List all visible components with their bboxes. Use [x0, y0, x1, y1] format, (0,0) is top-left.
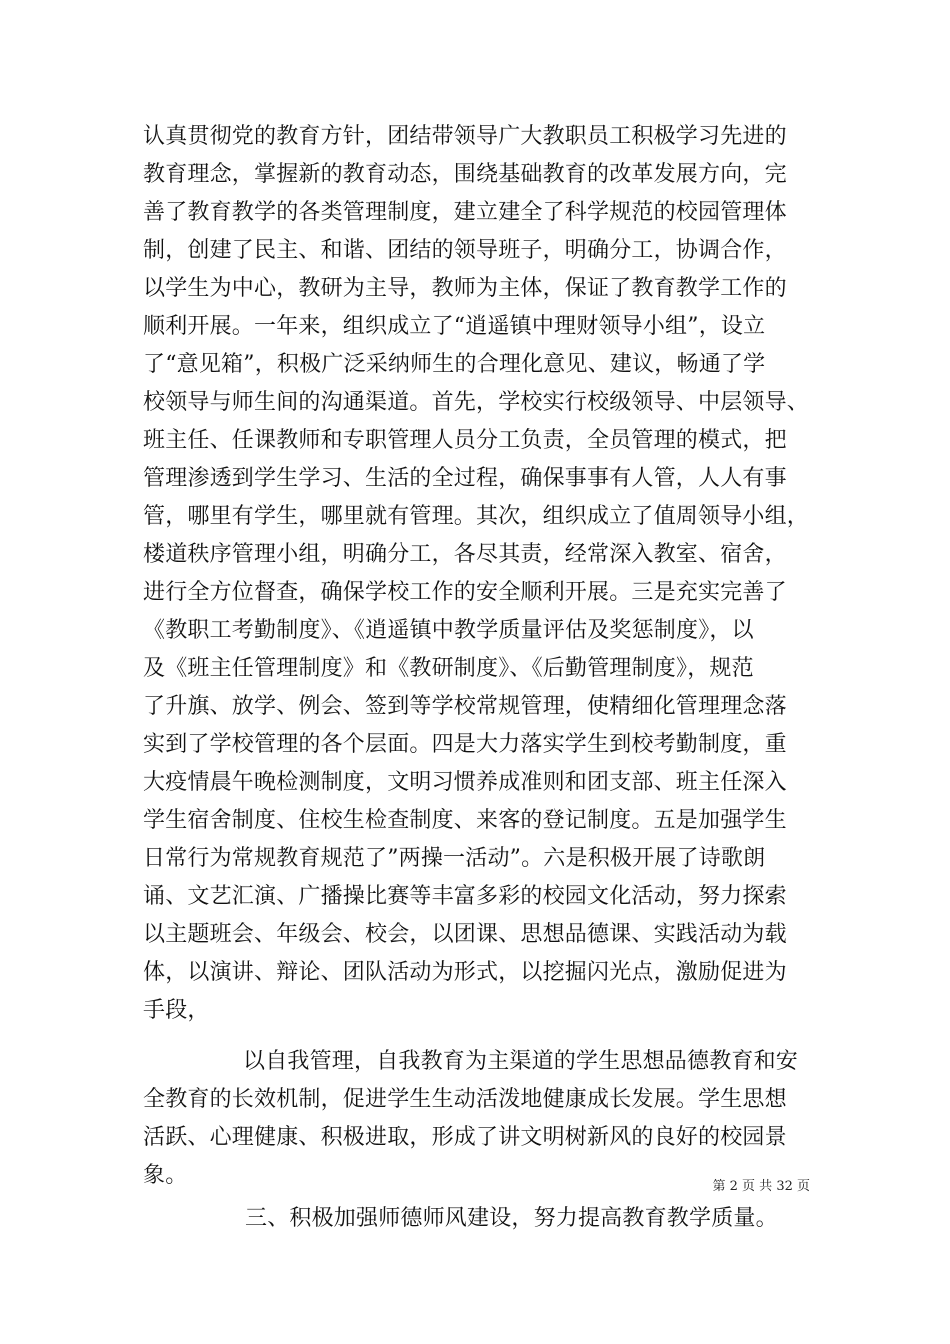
text-line: 认真贯彻党的教育方针，团结带领导广大教职员工积极学习先进的	[143, 124, 787, 149]
text-line: 实到了学校管理的各个层面。四是大力落实学生到校考勤制度，重	[143, 732, 787, 757]
text-line: 以主题班会、年级会、校会，以团课、思想品德课、实践活动为载	[143, 922, 787, 947]
text-line: 诵、文艺汇演、广播操比赛等丰富多彩的校园文化活动，努力探索	[143, 884, 787, 909]
text-line: 教育理念，掌握新的教育动态，围绕基础教育的改革发展方向，完	[143, 162, 787, 187]
text-line: 楼道秩序管理小组，明确分工，各尽其责，经常深入教室、宿舍，	[143, 542, 787, 567]
text-line: 《教职工考勤制度》、《逍遥镇中教学质量评估及奖惩制度》，以	[143, 618, 754, 643]
text-line: 日常行为常规教育规范了”两操一活动”。六是积极开展了诗歌朗	[143, 846, 766, 871]
text-line: 全教育的长效机制，促进学生生动活泼地健康成长发展。学生思想	[143, 1087, 787, 1112]
text-line: 了“意见箱”，积极广泛采纳师生的合理化意见、建议，畅通了学	[143, 352, 766, 377]
text-line: 象。	[143, 1163, 188, 1188]
text-line: 体，以演讲、辩论、团队活动为形式，以挖掘闪光点，激励促进为	[143, 960, 787, 985]
text-line: 进行全方位督查，确保学校工作的安全顺利开展。三是充实完善了	[143, 580, 787, 605]
section-heading: 三、积极加强师德师风建设，努力提高教育教学质量。	[245, 1206, 778, 1231]
text-line: 管，哪里有学生，哪里就有管理。其次，组织成立了值周领导小组，	[143, 504, 810, 529]
text-line: 管理渗透到学生学习、生活的全过程，确保事事有人管，人人有事	[143, 466, 787, 491]
text-line: 活跃、心理健康、积极进取，形成了讲文明树新风的良好的校园景	[143, 1125, 787, 1150]
text-line: 大疫情晨午晚检测制度，文明习惯养成准则和团支部、班主任深入	[143, 770, 787, 795]
text-line: 校领导与师生间的沟通渠道。首先，学校实行校级领导、中层领导、	[143, 390, 810, 415]
text-line: 学生宿舍制度、住校生检查制度、来客的登记制度。五是加强学生	[143, 808, 787, 833]
paragraph-first-line: 以自我管理，自我教育为主渠道的学生思想品德教育和安	[243, 1049, 799, 1074]
text-line: 制，创建了民主、和谐、团结的领导班子，明确分工，协调合作，	[143, 238, 787, 263]
text-line: 手段，	[143, 998, 210, 1023]
text-line: 善了教育教学的各类管理制度，建立建全了科学规范的校园管理体	[143, 200, 787, 225]
text-line: 了升旗、放学、例会、签到等学校常规管理，使精细化管理理念落	[143, 694, 787, 719]
text-line: 及《班主任管理制度》和《教研制度》、《后勤管理制度》，规范	[143, 656, 754, 681]
page-number: 第 2 页 共 32 页	[712, 1179, 810, 1194]
text-line: 以学生为中心，教研为主导，教师为主体，保证了教育教学工作的	[143, 276, 787, 301]
text-line: 顺利开展。一年来，组织成立了“逍遥镇中理财领导小组”，设立	[143, 314, 766, 339]
text-line: 班主任、任课教师和专职管理人员分工负责，全员管理的模式，把	[143, 428, 787, 453]
